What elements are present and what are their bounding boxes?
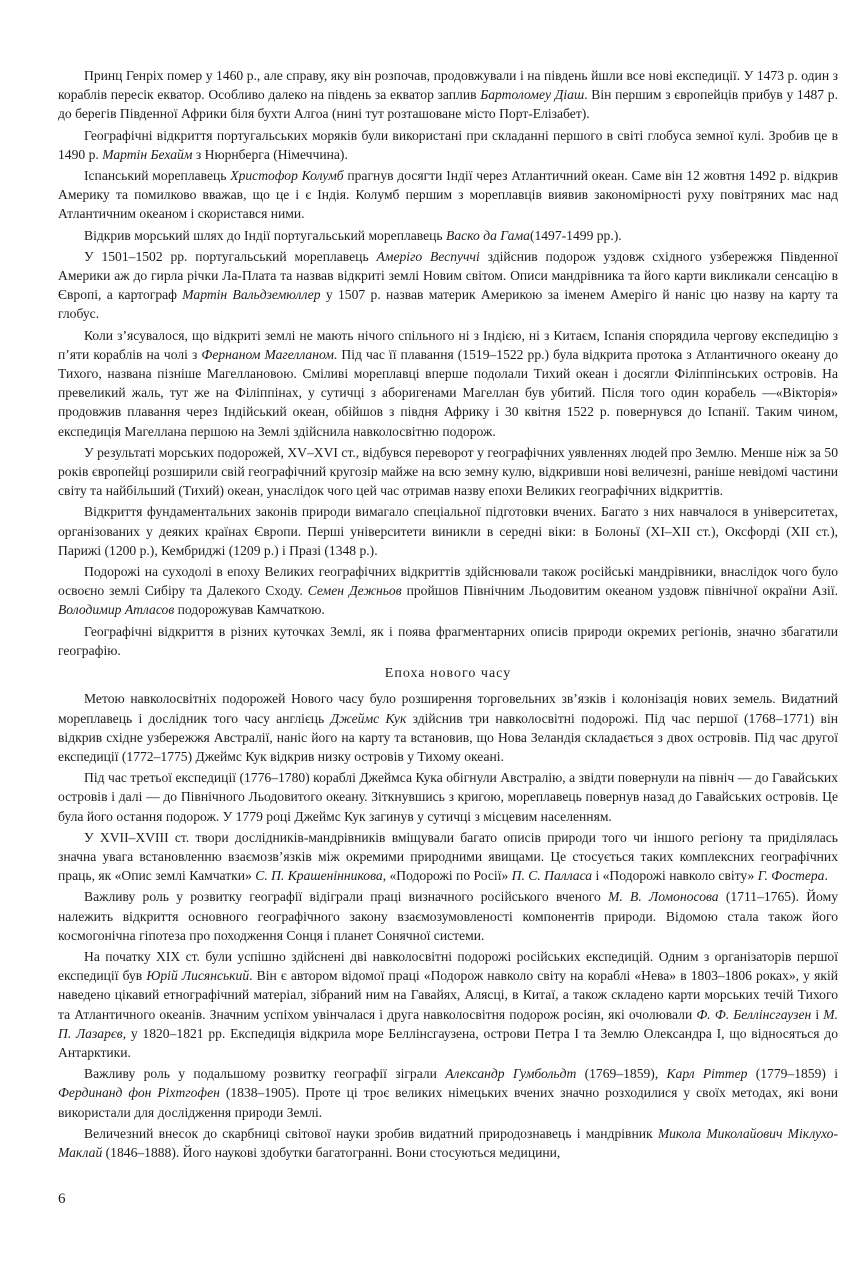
text-run: пройшов Північним Льодовитим океаном уздовж північної окраїни Азії. [401, 583, 838, 599]
text-run: , «Подорожі по Росії» [382, 868, 512, 884]
text-run: у 1507 р. назвав материк Америкою за іменем Амеріго й наніс цю назву на карту та глобус. [58, 287, 838, 322]
italic-name: П. С. Палласа [511, 868, 593, 884]
text-run: (1497-1499 рр.). [529, 227, 622, 243]
italic-name: Микола Миколайович Міклухо-Маклай [58, 1125, 838, 1160]
text-run: (1711–1765). Йому належить відкриття основного географічного закону взаємозумовленості компонентів природи. Відомою стала також його космогонічна гіпотеза про походження Сонця і планет Сонячної системи. [58, 889, 838, 943]
text-run: (1838–1905). Проте ці троє великих німецьких вчених значно розходилися у своїх методах, які вони використали для дослідження природи Землі. [58, 1085, 838, 1120]
text-run: Важливу роль у розвитку географії відіграли праці визначного російського вченого [84, 889, 609, 905]
text-run: У результаті морських подорожей, XV–XVI ст., відбувся переворот у географічних уявленнях людей про Землю. Менше ніж за 50 років європейці розширили свій географічний кругозір майже на всю земну кулю, відкривши нові величезні, раніше невідомі частини світу та найбільший (Тихий) океан, унаслідок чого цей час отримав назву епохи Великих географічних відкриттів. [58, 444, 838, 499]
paragraph [58, 689, 838, 766]
text-run: Подорожі на суходолі в епоху Великих географічних відкриттів здійснювали також російські мандрівники, внаслідок чого було освоєно землі Сибіру та Далекого Сходу. [58, 564, 838, 599]
text-section-new-era [58, 689, 838, 1162]
section-heading: Епоха нового часу [384, 666, 512, 682]
paragraph [58, 622, 838, 660]
text-run: У 1501–1502 рр. португальський мореплавець [84, 248, 377, 264]
paragraph [58, 166, 838, 224]
paragraph [58, 226, 838, 245]
text-run: (1846–1888). Його наукові здобутки багатогранні. Вони стосуються медицини, [102, 1144, 561, 1160]
text-run: У XVII–XVIII ст. твори дослідників-мандрівників вміщували багато описів природи того чи іншого регіону та приділялась значна увага встановленню взаємозв’язків між окремими природними явищами. Це стосується таких комплексних географічних праць, як «Опис землі Камчатки» [58, 829, 838, 884]
italic-name: С. П. Крашенінникова [255, 868, 383, 884]
paragraph [58, 502, 838, 560]
italic-name: Володимир Атласов [58, 602, 175, 618]
text-run: здійснив три навколосвітні подорожі. Під час першої (1768–1771) він відкрив східне узбережжя Австралії, наніс його на карту та встановив, що Нова Зеландія складається з двох островів. Під час другої експедиції (1772–1775) Джеймс Кук відкрив низку островів у Тихому океані. [58, 710, 838, 764]
paragraph [58, 126, 838, 164]
paragraph [58, 887, 838, 945]
paragraph [58, 66, 838, 124]
text-run: Під час третьої експедиції (1776–1780) кораблі Джеймса Кука обігнули Австралію, а звідти повернули на північ — до Гавайських островів і далі — до Північного Льодовитого океану. Зіткнувшись з кригою, мореплавець повернув назад до Гавайських островів. Це була його остання подорож. У 1779 році Джеймс Кук загинув у сутичці з місцевим населенням. [58, 770, 838, 824]
italic-name: Фернаном Магелланом [201, 346, 334, 362]
text-run: (1779–1859) і [747, 1066, 838, 1082]
paragraph [58, 247, 838, 324]
italic-name: Бартоломеу Діаш [480, 87, 585, 103]
italic-name: Джеймс Кук [330, 710, 407, 726]
text-run: подорожував Камчаткою. [174, 602, 325, 618]
paragraph [58, 1064, 838, 1122]
text-run: . [824, 868, 828, 884]
page-number: 6 [58, 1191, 66, 1207]
text-run: Іспанський мореплавець [84, 168, 231, 184]
italic-name: М. П. Лазарєв [58, 1006, 839, 1041]
italic-name: Ф. Ф. Беллінсгаузен [696, 1006, 812, 1022]
text-run: . Під час її плавання (1519–1522 рр.) була відкрита протока з Атлантичного океану до Тихого, названа пізніше Магеллановою. Сміливі мореплавці вперше подолали Тихий океан і досягли Філіппінських островів. На превеликий жаль, тут же на Філіппінах, у сутичці з аборигенами Магеллан був убитий. Після того один корабель —«Вікторія» продовжив плавання через Індійський океан, обійшов з півдня Африку і 30 квітня 1522 р. повернувся до Іспанії. Таким чином, експедиція Магеллана першою на Землі здійснила навколосвітню подорож. [58, 346, 838, 439]
text-run: Важливу роль у подальшому розвитку географії зіграли [84, 1066, 446, 1082]
paragraph [58, 443, 838, 501]
paragraph [58, 828, 838, 886]
italic-name: Мартін Бехайм [102, 146, 193, 162]
text-run: Коли з’ясувалося, що відкриті землі не мають нічого спільного ні з Індією, ні з Китаєм, Іспанія спорядила чергову експедицію з п’яти кораблів на чолі з [58, 327, 838, 362]
text-run: . Він є автором відомої праці «Подорож навколо світу на кораблі «Нева» в 1803–1806 роках», у якій наведено цікавий етнографічний матеріал, зібраний ним на Гавайях, Алясці, в Китаї, а також складено карти морських течій Тихого та Атлантичного океанів. Значним успіхом увінчалася і друга навколосвітня подорож росіян, які очолювали [58, 968, 838, 1022]
paragraph [58, 947, 838, 1062]
text-run: Метою навколосвітніх подорожей Нового часу було розширення торговельних зв’язків і колонізація нових земель. Видатний мореплавець і дослідник того часу англієць [58, 691, 838, 726]
text-run: прагнув досягти Індії через Атлантичний океан. Саме він 12 жовтня 1492 р. відкрив Америку та помилково вважав, що це і є Індія. Колумб першим з мореплавців виявив закономірності руху повітряних мас над Атлантичним океаном і скористався ними. [58, 168, 838, 222]
italic-name: Семен Дежньов [307, 583, 402, 599]
italic-name: Васко да Гама [446, 227, 530, 243]
text-run: Відкриття фундаментальних законів природи вимагало спеціальної підготовки вчених. Багато з них навчалося в університетах, організованих у деяких країнах Європи. Перші університети виникли в середні віки: в Болоньї (XI–XII ст.), Оксфорді (XII ст.), Парижі (1200 р.), Кембриджі (1209 р.) і Празі (1348 р.). [58, 504, 838, 558]
paragraph [58, 326, 838, 441]
text-run: Відкрив морський шлях до Індії португальський мореплавець [84, 227, 447, 243]
page-text [58, 66, 838, 1162]
italic-name: Юрій Лисянський [146, 968, 250, 984]
text-run: , у 1820–1821 рр. Експедиція відкрила море Беллінсгаузена, острови Петра I та Землю Олександра I, що відносяться до Антарктики. [58, 1025, 838, 1060]
italic-name: Александр Гумбольдт [445, 1066, 577, 1082]
italic-name: Христофор Колумб [230, 168, 344, 184]
text-run: з Нюрнберга (Німеччина). [192, 146, 348, 162]
text-run: і «Подорожі навколо світу» [592, 868, 758, 884]
text-run: На початку XIX ст. були успішно здійснені дві навколосвітні подорожі російських експедицій. Одним з організаторів першої експедиції був [58, 948, 838, 984]
italic-name: Амеріго Веспуччі [376, 248, 480, 264]
paragraph [58, 562, 838, 620]
text-run: Величезний внесок до скарбниці світової науки зробив видатний природознавець і мандрівник [84, 1125, 658, 1141]
italic-name: Г. Фостера [757, 868, 825, 884]
text-run: і [811, 1006, 824, 1022]
text-run: Географічні відкриття португальських моряків були використані при складанні першого в світі глобуса земної кулі. Зробив це в 1490 р. [58, 127, 838, 162]
text-run: Географічні відкриття в різних куточках Землі, як і поява фрагментарних описів природи окремих регіонів, значно збагатили географію. [58, 623, 838, 658]
paragraph [58, 1124, 838, 1162]
text-run: Принц Генріх помер у 1460 р., але справу, яку він розпочав, продовжували і на південь йшли все нові експедиції. У 1473 р. один з кораблів пересік екватор. Особливо далеко на південь за екватор заплив [58, 68, 838, 103]
text-section-great-discoveries [58, 66, 838, 660]
italic-name: Карл Ріттер [666, 1066, 748, 1082]
italic-name: М. В. Ломоносова [608, 889, 719, 905]
italic-name: Мартін Вальдземюллер [182, 287, 321, 303]
text-run: здійснив подорож уздовж східного узбережжя Південної Америки аж до гирла річки Ла-Плата та назвав відкриті землі Новим світом. Описи мандрівника та його карти викликали сенсацію в Європі, а картограф [58, 248, 838, 303]
italic-name: Фердинанд фон Ріхтгофен [58, 1085, 220, 1101]
text-run: (1769–1859), [576, 1066, 667, 1082]
text-run: . Він першим з європейців прибув у 1487 р. до берегів Південної Африки біля бухти Алгоа (нині тут розташоване місто Порт-Елізабет). [58, 87, 838, 122]
paragraph [58, 768, 838, 826]
